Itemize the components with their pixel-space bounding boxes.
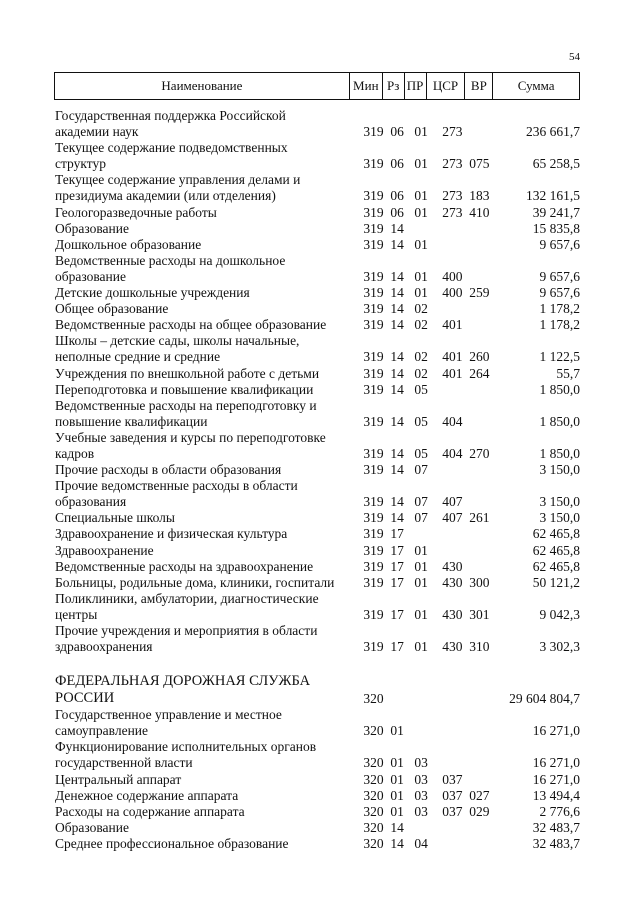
row-name-line: Здравоохранение	[55, 542, 154, 558]
row-csr: 401	[442, 349, 463, 365]
row-sum: 1 178,2	[539, 301, 581, 317]
row-name-line: Ведомственные расходы на общее образование	[55, 317, 327, 333]
row-csr: 401	[442, 317, 463, 333]
row-pr: 01	[414, 639, 428, 655]
row-sum: 62 465,8	[532, 526, 581, 542]
row-csr: 037	[442, 771, 463, 787]
row-min: 320	[363, 691, 384, 707]
row-vr: 259	[469, 285, 490, 301]
row-name	[54, 317, 363, 333]
row-name-line: Образование	[55, 220, 129, 236]
row-min: 319	[363, 381, 384, 397]
row-sum: 1 178,2	[539, 317, 581, 333]
row-sum: 2 776,6	[539, 803, 581, 819]
row-pr: 07	[414, 462, 428, 478]
row-name-line: Прочие ведомственные расходы в области	[55, 478, 298, 494]
table-row	[54, 317, 580, 333]
row-csr: 273	[442, 204, 463, 220]
row-name	[54, 462, 363, 478]
row-vr: 261	[469, 510, 490, 526]
row-min: 319	[363, 558, 384, 574]
row-name	[54, 591, 363, 623]
row-name	[54, 237, 363, 253]
row-min: 319	[363, 510, 384, 526]
row-min: 319	[363, 445, 384, 461]
row-pr: 01	[414, 268, 428, 284]
header-csr: ЦСР	[426, 73, 465, 99]
row-name	[54, 510, 363, 526]
row-sum: 16 271,0	[532, 771, 581, 787]
row-rz: 01	[390, 787, 404, 803]
row-rz: 14	[390, 285, 404, 301]
row-rz: 14	[390, 365, 404, 381]
row-name-line: здравоохранения	[55, 639, 153, 655]
table-row	[54, 623, 580, 655]
table-row	[54, 253, 580, 285]
row-pr: 01	[414, 204, 428, 220]
row-name	[54, 205, 363, 221]
row-name-line: РОССИИ	[55, 690, 115, 707]
row-name-line: Здравоохранение и физическая культура	[55, 526, 288, 542]
row-vr: 260	[469, 349, 490, 365]
table-row	[54, 398, 580, 430]
row-sum: 62 465,8	[532, 558, 581, 574]
row-name	[54, 788, 363, 804]
row-name	[54, 301, 363, 317]
row-min: 319	[363, 236, 384, 252]
row-pr: 01	[414, 574, 428, 590]
table-row	[54, 559, 580, 575]
row-rz: 06	[390, 204, 404, 220]
row-csr: 400	[442, 268, 463, 284]
row-name-line: Образование	[55, 819, 129, 835]
row-sum: 1 850,0	[539, 445, 581, 461]
row-name-line: центры	[55, 606, 98, 622]
table-row	[54, 108, 580, 140]
row-vr: 183	[469, 188, 490, 204]
row-min: 319	[363, 606, 384, 622]
row-min: 319	[363, 462, 384, 478]
row-name	[54, 772, 363, 788]
row-sum: 50 121,2	[532, 574, 581, 590]
row-sum: 16 271,0	[532, 723, 581, 739]
table-row	[54, 510, 580, 526]
row-name-line: Прочие учреждения и мероприятия в области	[55, 623, 318, 638]
row-sum: 32 483,7	[532, 819, 581, 835]
row-name	[54, 820, 363, 836]
table-row	[54, 333, 580, 365]
row-sum: 236 661,7	[526, 124, 581, 140]
row-pr: 03	[414, 771, 428, 787]
row-sum: 3 150,0	[539, 510, 581, 526]
row-name	[54, 108, 363, 140]
row-pr: 03	[414, 755, 428, 771]
row-name-line: кадров	[55, 445, 95, 461]
row-min: 319	[363, 124, 384, 140]
table-row	[54, 382, 580, 398]
row-rz: 06	[390, 188, 404, 204]
row-sum: 39 241,7	[532, 204, 581, 220]
row-name-line: структур	[55, 156, 106, 172]
header-sum: Сумма	[492, 73, 579, 99]
header-rz: Рз	[382, 73, 404, 99]
row-name-line: Больницы, родильные дома, клиники, госпитали	[55, 574, 335, 590]
row-min: 319	[363, 542, 384, 558]
row-sum: 3 302,3	[539, 639, 581, 655]
row-rz: 14	[390, 445, 404, 461]
row-rz: 01	[390, 723, 404, 739]
row-rz: 14	[390, 349, 404, 365]
row-rz: 14	[390, 510, 404, 526]
row-name	[54, 575, 363, 591]
row-name-line: Общее образование	[55, 301, 169, 317]
row-sum: 32 483,7	[532, 835, 581, 851]
row-sum: 3 150,0	[539, 462, 581, 478]
row-name-line: Денежное содержание аппарата	[55, 787, 239, 803]
table-row	[54, 526, 580, 542]
row-pr: 03	[414, 787, 428, 803]
row-name-line: Функционирование исполнительных органов	[55, 739, 317, 755]
row-csr: 430	[442, 574, 463, 590]
row-min: 320	[363, 803, 384, 819]
row-name	[54, 543, 363, 559]
row-vr: 310	[469, 639, 490, 655]
row-name-line: Поликлиники, амбулатории, диагностические	[55, 590, 319, 606]
row-name	[54, 526, 363, 542]
row-name-line: Переподготовка и повышение квалификации	[55, 381, 314, 397]
row-pr: 01	[414, 156, 428, 172]
row-min: 319	[363, 317, 384, 333]
row-csr: 430	[442, 558, 463, 574]
row-pr: 07	[414, 494, 428, 510]
row-min: 320	[363, 723, 384, 739]
row-csr: 404	[442, 413, 463, 429]
row-min: 319	[363, 574, 384, 590]
row-sum: 1 850,0	[539, 381, 581, 397]
table-body	[54, 100, 580, 852]
row-rz: 06	[390, 156, 404, 172]
table-row	[54, 772, 580, 788]
table-row	[54, 820, 580, 836]
row-csr: 273	[442, 188, 463, 204]
row-min: 319	[363, 188, 384, 204]
header-pr: ПР	[404, 73, 426, 99]
row-name-line: Текущее содержание подведомственных	[55, 140, 288, 156]
table-row	[54, 237, 580, 253]
row-name	[54, 430, 363, 462]
row-rz: 06	[390, 124, 404, 140]
row-vr: 264	[469, 365, 490, 381]
row-rz: 01	[390, 755, 404, 771]
row-pr: 01	[414, 542, 428, 558]
row-min: 319	[363, 268, 384, 284]
row-pr: 01	[414, 236, 428, 252]
row-rz: 14	[390, 301, 404, 317]
row-sum: 62 465,8	[532, 542, 581, 558]
header-name: Наименование	[161, 78, 243, 93]
row-min: 319	[363, 639, 384, 655]
row-name	[54, 673, 363, 707]
row-name-line: Текущее содержание управления делами и	[55, 172, 301, 188]
table-row	[54, 205, 580, 221]
row-name-line: Школы – детские сады, школы начальные,	[55, 333, 300, 349]
row-pr: 04	[414, 835, 428, 851]
row-rz: 01	[390, 771, 404, 787]
row-vr: 027	[469, 787, 490, 803]
row-name	[54, 221, 363, 237]
row-rz: 17	[390, 542, 404, 558]
row-rz: 17	[390, 574, 404, 590]
table-row	[54, 140, 580, 172]
row-name	[54, 382, 363, 398]
row-csr: 273	[442, 156, 463, 172]
row-name-line: академии наук	[55, 124, 139, 140]
row-vr: 270	[469, 445, 490, 461]
row-min: 319	[363, 285, 384, 301]
row-vr: 075	[469, 156, 490, 172]
row-min: 320	[363, 755, 384, 771]
row-rz: 01	[390, 803, 404, 819]
row-name-line: Специальные школы	[55, 510, 175, 526]
row-name-line: образования	[55, 494, 127, 510]
row-name	[54, 559, 363, 575]
row-sum: 132 161,5	[526, 188, 581, 204]
row-name-line: ФЕДЕРАЛЬНАЯ ДОРОЖНАЯ СЛУЖБА	[55, 673, 311, 690]
row-sum: 9 657,6	[539, 268, 581, 284]
row-rz: 17	[390, 606, 404, 622]
row-name-line: образование	[55, 268, 126, 284]
row-min: 319	[363, 204, 384, 220]
table-row	[54, 591, 580, 623]
row-pr: 03	[414, 803, 428, 819]
row-name-line: президиума академии (или отделения)	[55, 188, 276, 204]
header-min: Мин	[349, 73, 382, 99]
table-row	[54, 285, 580, 301]
row-pr: 01	[414, 124, 428, 140]
table-row	[54, 836, 580, 852]
row-name-line: Ведомственные расходы на здравоохранение	[55, 558, 314, 574]
row-pr: 02	[414, 317, 428, 333]
row-sum: 55,7	[556, 365, 581, 381]
row-rz: 14	[390, 413, 404, 429]
row-min: 320	[363, 819, 384, 835]
row-csr: 404	[442, 445, 463, 461]
row-csr: 407	[442, 494, 463, 510]
row-pr: 01	[414, 606, 428, 622]
table-row	[54, 575, 580, 591]
row-name-line: Учреждения по внешкольной работе с детьми	[55, 365, 320, 381]
row-sum: 3 150,0	[539, 494, 581, 510]
row-min: 319	[363, 301, 384, 317]
row-name-line: Государственное управление и местное	[55, 707, 282, 723]
row-csr: 430	[442, 606, 463, 622]
row-name-line: Геологоразведочные работы	[55, 204, 217, 220]
row-rz: 14	[390, 220, 404, 236]
row-rz: 17	[390, 526, 404, 542]
row-rz: 17	[390, 558, 404, 574]
row-name	[54, 172, 363, 204]
table-row	[54, 172, 580, 204]
row-csr: 400	[442, 285, 463, 301]
table-row	[54, 366, 580, 382]
row-rz: 14	[390, 462, 404, 478]
row-name	[54, 285, 363, 301]
row-name-line: неполные средние и средние	[55, 349, 221, 365]
row-rz: 14	[390, 236, 404, 252]
row-min: 319	[363, 526, 384, 542]
row-min: 319	[363, 156, 384, 172]
row-name-line: Расходы на содержание аппарата	[55, 803, 245, 819]
table-row	[54, 430, 580, 462]
table-row	[54, 478, 580, 510]
row-csr: 037	[442, 787, 463, 803]
table-row	[54, 707, 580, 739]
row-min: 319	[363, 220, 384, 236]
row-csr: 401	[442, 365, 463, 381]
row-name-line: Среднее профессиональное образование	[55, 835, 289, 851]
row-name	[54, 623, 363, 655]
row-vr: 410	[469, 204, 490, 220]
row-name	[54, 140, 363, 172]
table-header	[54, 72, 580, 100]
row-pr: 05	[414, 413, 428, 429]
row-rz: 14	[390, 317, 404, 333]
row-vr: 301	[469, 606, 490, 622]
row-name	[54, 478, 363, 510]
table-row	[54, 462, 580, 478]
row-min: 320	[363, 771, 384, 787]
row-name-line: самоуправление	[55, 723, 149, 739]
row-name-line: Детские дошкольные учреждения	[55, 285, 250, 301]
row-name-line: Прочие расходы в области образования	[55, 462, 282, 478]
table-row	[54, 739, 580, 771]
row-name-line: государственной власти	[55, 755, 193, 771]
row-pr: 01	[414, 558, 428, 574]
row-sum: 29 604 804,7	[509, 691, 581, 707]
row-name	[54, 253, 363, 285]
row-pr: 05	[414, 445, 428, 461]
section-gap	[54, 655, 580, 673]
row-name	[54, 333, 363, 365]
row-sum: 9 657,6	[539, 236, 581, 252]
row-min: 319	[363, 365, 384, 381]
budget-table	[54, 72, 580, 852]
row-sum: 15 835,8	[532, 220, 581, 236]
row-rz: 14	[390, 835, 404, 851]
page-number: 54	[569, 51, 580, 63]
row-rz: 14	[390, 381, 404, 397]
row-csr: 273	[442, 124, 463, 140]
row-name-line: повышение квалификации	[55, 413, 208, 429]
row-name	[54, 366, 363, 382]
row-rz: 17	[390, 639, 404, 655]
header-vr: ВР	[464, 73, 492, 99]
row-name-line: Дошкольное образование	[55, 236, 202, 252]
row-min: 319	[363, 349, 384, 365]
row-pr: 05	[414, 381, 428, 397]
row-sum: 9 042,3	[539, 606, 581, 622]
row-name-line: Учебные заведения и курсы по переподготовке	[55, 429, 326, 445]
row-rz: 14	[390, 819, 404, 835]
row-pr: 02	[414, 301, 428, 317]
row-rz: 14	[390, 494, 404, 510]
row-csr: 430	[442, 639, 463, 655]
row-min: 319	[363, 494, 384, 510]
row-name	[54, 707, 363, 739]
row-name-line: Центральный аппарат	[55, 771, 182, 787]
row-name	[54, 804, 363, 820]
row-name-line: Государственная поддержка Российской	[55, 108, 286, 123]
row-csr: 407	[442, 510, 463, 526]
row-vr: 029	[469, 803, 490, 819]
row-sum: 16 271,0	[532, 755, 581, 771]
row-min: 319	[363, 413, 384, 429]
table-row	[54, 301, 580, 317]
table-row	[54, 788, 580, 804]
row-pr: 02	[414, 365, 428, 381]
row-sum: 65 258,5	[532, 156, 581, 172]
row-pr: 07	[414, 510, 428, 526]
row-name	[54, 739, 363, 771]
row-rz: 14	[390, 268, 404, 284]
table-row	[54, 804, 580, 820]
row-pr: 01	[414, 188, 428, 204]
row-sum: 13 494,4	[532, 787, 581, 803]
row-sum: 9 657,6	[539, 285, 581, 301]
section-heading-row	[54, 673, 580, 707]
row-sum: 1 122,5	[539, 349, 581, 365]
row-pr: 01	[414, 285, 428, 301]
table-row	[54, 221, 580, 237]
row-name	[54, 836, 363, 852]
table-row	[54, 543, 580, 559]
row-pr: 02	[414, 349, 428, 365]
row-min: 320	[363, 835, 384, 851]
row-sum: 1 850,0	[539, 413, 581, 429]
row-name-line: Ведомственные расходы на переподготовку и	[55, 397, 317, 413]
row-min: 320	[363, 787, 384, 803]
row-csr: 037	[442, 803, 463, 819]
row-name	[54, 398, 363, 430]
row-name-line: Ведомственные расходы на дошкольное	[55, 252, 286, 268]
row-vr: 300	[469, 574, 490, 590]
